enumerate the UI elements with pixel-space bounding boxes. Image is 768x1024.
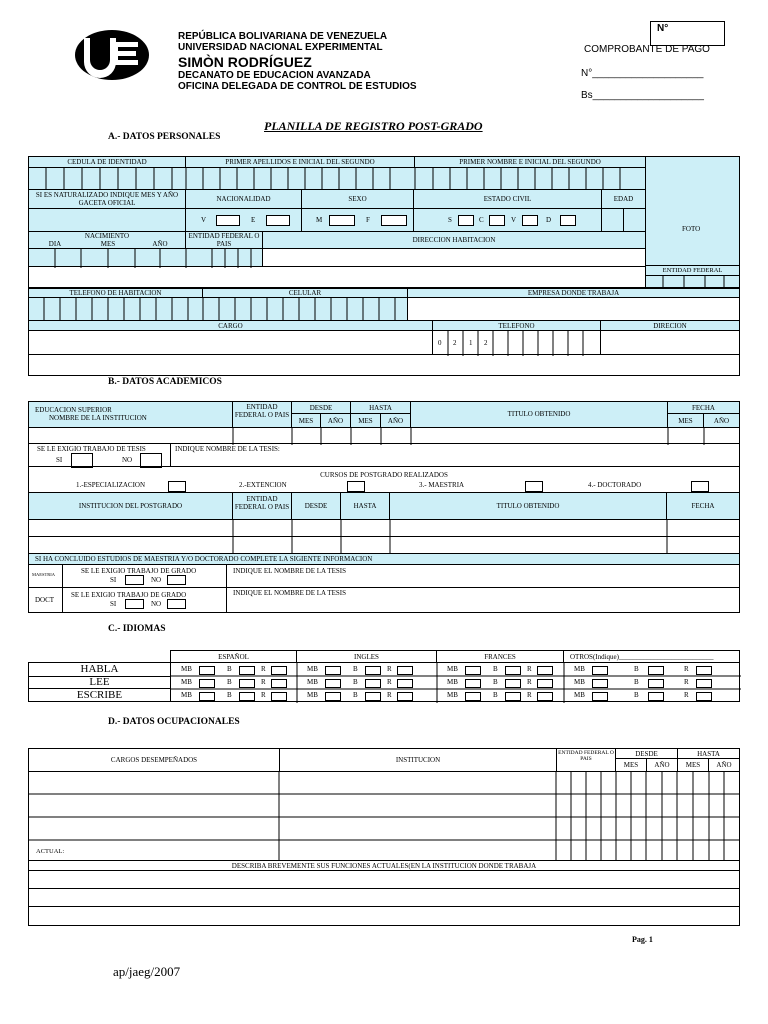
maestria-tesis-label: INDIQUE EL NOMBRE DE LA TESIS: [233, 567, 346, 575]
desde-header-b: DESDE: [291, 401, 351, 414]
empresa-header: EMPRESA DONDE TRABAJA: [407, 288, 740, 298]
desde-anio-d: AÑO: [646, 758, 678, 772]
cedula-nombre-input-row[interactable]: [28, 167, 646, 190]
lang-option-label: R: [261, 665, 266, 673]
lang-option-label: B: [227, 665, 232, 673]
maestria-grado-question: SE LE EXIGIO TRABAJO DE GRADO: [81, 567, 197, 575]
fecha-mes: MES: [667, 413, 704, 428]
escribe-label: ESCRIBE: [76, 689, 123, 701]
tel-digit-1: 0: [438, 339, 442, 347]
doctorado-row: [28, 587, 740, 613]
header-universidad: UNIVERSIDAD NACIONAL EXPERIMENTAL: [178, 42, 383, 53]
lang-level-checkbox[interactable]: [325, 679, 341, 688]
lang-level-checkbox[interactable]: [239, 692, 255, 701]
lang-level-checkbox[interactable]: [505, 666, 521, 675]
entidad-header-b: ENTIDAD FEDERAL O PAIS: [232, 401, 292, 428]
habla-label: HABLA: [29, 663, 170, 677]
tesis-nombre-label: INDIQUE NOMBRE DE LA TESIS:: [175, 445, 280, 453]
section-c-title: C.- IDIOMAS: [108, 624, 166, 634]
lang-option-label: MB: [181, 665, 192, 673]
lang-level-checkbox[interactable]: [365, 692, 381, 701]
lang-level-checkbox[interactable]: [592, 692, 608, 701]
naturalizado-header: SI ES NATURALIZADO INDIQUE MES Y AÑO GACETA OFICIAL: [28, 189, 186, 209]
civil-v-checkbox[interactable]: [522, 215, 538, 226]
concluido-header: SI HA CONCLUIDO ESTUDIOS DE MAESTRIA Y/O DOCTORADO COMPLETE LA SIGIENTE INFORMACION: [28, 553, 740, 565]
comprobante-label: COMPROBANTE DE PAGO: [584, 44, 710, 55]
lang-level-checkbox[interactable]: [199, 692, 215, 701]
direccion-input-2[interactable]: [28, 266, 646, 288]
nacimiento-header: [28, 231, 186, 249]
lang-option-label: R: [527, 678, 532, 686]
tel-digit-3: 1: [469, 339, 473, 347]
anio-label: AÑO: [152, 240, 168, 248]
civil-c-checkbox[interactable]: [489, 215, 505, 226]
lang-option-label: B: [493, 691, 498, 699]
birth-date-input[interactable]: [28, 248, 263, 267]
sexo-header: SEXO: [301, 189, 414, 209]
nationality-v-checkbox[interactable]: [216, 215, 240, 226]
receipt-number-box[interactable]: [650, 21, 725, 46]
nombre-inst-label: NOMBRE DE LA INSTITUCION: [49, 414, 147, 422]
nationality-e-label: E: [251, 216, 256, 224]
direccion-header: DIRECCION HABITACION: [262, 231, 646, 249]
curso-extencion-label: 2.-EXTENCION: [239, 481, 287, 489]
direcion-header: DIRECION: [600, 320, 740, 331]
lang-option-label: MB: [181, 678, 192, 686]
lang-option-label: MB: [307, 665, 318, 673]
hasta-anio-d: AÑO: [708, 758, 740, 772]
cargos-header: CARGOS DESEMPEÑADOS: [28, 748, 280, 772]
tesis-question: SE LE EXIGIO TRABAJO DE TESIS: [37, 445, 146, 453]
gaceta-input[interactable]: [28, 208, 186, 232]
sex-f-checkbox[interactable]: [381, 215, 407, 226]
titulo-header-b2: TITULO OBTENIDO: [389, 492, 667, 520]
curso-doctorado-checkbox[interactable]: [691, 481, 709, 492]
doct-si-label: SI: [110, 600, 117, 608]
form-title: PLANILLA DE REGISTRO POST-GRADO: [264, 119, 483, 133]
doct-no-checkbox[interactable]: [167, 599, 186, 609]
maestria-row: [28, 564, 740, 588]
inst-postgrado-header: INSTITUCION DEL POSTGRADO: [28, 492, 233, 520]
nacimiento-label: NACIMIENTO: [84, 232, 130, 240]
hasta-header-b: HASTA: [350, 401, 411, 414]
nacionalidad-options: [185, 208, 302, 232]
hasta-mes: MES: [350, 413, 381, 428]
sexo-options: [301, 208, 414, 232]
titulo-header-b: TITULO OBTENIDO: [410, 401, 668, 428]
telefono-hab-header: TELEFONO DE HABITACION: [28, 288, 203, 298]
funciones-line-3[interactable]: [28, 906, 740, 926]
cargo-input[interactable]: [28, 330, 433, 355]
desde-mes-d: MES: [615, 758, 647, 772]
tel-digit-4: 2: [484, 339, 488, 347]
lang-option-label: B: [227, 691, 232, 699]
civil-s-label: S: [448, 216, 452, 224]
curso-doctorado-label: 4.- DOCTORADO: [588, 481, 642, 489]
phone-cells: [29, 298, 409, 322]
maestria-si-label: SI: [110, 576, 117, 584]
lang-option-label: MB: [574, 678, 585, 686]
cursos-label: CURSOS DE POSTGRADO REALIZADOS: [320, 471, 448, 479]
curso-maestria-checkbox[interactable]: [525, 481, 543, 492]
nacionalidad-header: NACIONALIDAD: [185, 189, 302, 209]
lang-level-checkbox[interactable]: [271, 666, 287, 675]
hasta-mes-d: MES: [677, 758, 709, 772]
lang-option-label: B: [634, 691, 639, 699]
estado-civil-options: [413, 208, 602, 232]
lang-option-label: R: [387, 691, 392, 699]
lang-option-label: B: [493, 665, 498, 673]
lang-level-checkbox[interactable]: [239, 666, 255, 675]
lang-option-label: R: [684, 678, 689, 686]
direccion-input[interactable]: [262, 248, 646, 267]
ocupacional-grid-lines: [28, 771, 740, 860]
lang-level-checkbox[interactable]: [648, 692, 664, 701]
nationality-v-label: V: [201, 216, 207, 224]
cargo-header: CARGO: [28, 320, 433, 331]
lang-level-checkbox[interactable]: [465, 666, 481, 675]
cursos-row: [28, 466, 740, 493]
lang-option-label: MB: [574, 665, 585, 673]
funciones-line-2[interactable]: [28, 888, 740, 907]
lang-level-checkbox[interactable]: [505, 692, 521, 701]
lang-level-checkbox[interactable]: [592, 666, 608, 675]
civil-d-checkbox[interactable]: [560, 215, 576, 226]
lang-level-checkbox[interactable]: [648, 679, 664, 688]
lang-option-label: MB: [181, 691, 192, 699]
empresa-input[interactable]: [407, 297, 740, 321]
doct-label-cell: [29, 588, 63, 612]
edad-input[interactable]: [601, 208, 646, 232]
doct-si-checkbox[interactable]: [125, 599, 144, 609]
lang-level-checkbox[interactable]: [465, 692, 481, 701]
tesis-si-label: SI: [56, 456, 63, 464]
apellidos-header: PRIMER APELLIDOS E INICIAL DEL SEGUNDO: [185, 156, 415, 168]
edu-sup-input-row[interactable]: [28, 427, 740, 444]
entidad-federal-header: ENTIDAD FEDERAL: [645, 265, 740, 276]
tel-digit-2: 2: [453, 339, 457, 347]
civil-c-label: C: [479, 216, 484, 224]
section-d-title: D.- DATOS OCUPACIONALES: [108, 717, 240, 727]
curso-extencion-checkbox[interactable]: [347, 481, 365, 492]
maestria-no-checkbox[interactable]: [167, 575, 186, 585]
lang-option-label: B: [493, 678, 498, 686]
lang-option-label: B: [634, 665, 639, 673]
language-grid: [170, 662, 740, 702]
edad-header: EDAD: [601, 189, 646, 209]
lang-level-checkbox[interactable]: [365, 666, 381, 675]
tesis-row: [28, 443, 740, 467]
celular-header: CELULAR: [202, 288, 408, 298]
lang-espanol-header: ESPAÑOL: [170, 650, 297, 663]
lang-option-label: B: [353, 678, 358, 686]
curso-especializacion-label: 1.-ESPECIALIZACION: [76, 481, 146, 489]
curso-maestria-label: 3.- MAESTRIA: [419, 481, 465, 489]
photo-box: [645, 156, 740, 266]
desde-mes: MES: [291, 413, 321, 428]
document-code: ap/jaeg/2007: [113, 964, 181, 979]
lang-option-label: MB: [307, 691, 318, 699]
ocupacional-rows[interactable]: [28, 771, 740, 860]
lang-option-label: R: [684, 691, 689, 699]
funciones-line-1[interactable]: [28, 870, 740, 889]
desde-header-b2: DESDE: [291, 492, 341, 520]
lang-option-label: R: [261, 691, 266, 699]
lang-level-checkbox[interactable]: [271, 679, 287, 688]
university-logo: [74, 28, 150, 82]
telefono-trabajo-input[interactable]: [432, 330, 601, 355]
civil-d-label: D: [546, 216, 552, 224]
lang-level-checkbox[interactable]: [696, 666, 712, 675]
hasta-header-b2: HASTA: [340, 492, 390, 520]
section-a-title: A.- DATOS PERSONALES: [108, 132, 221, 142]
lang-level-checkbox[interactable]: [696, 679, 712, 688]
header-decanato: DECANATO DE EDUCACION AVANZADA: [178, 70, 371, 81]
postgrado-row-1[interactable]: [28, 519, 740, 537]
lang-level-checkbox[interactable]: [465, 679, 481, 688]
sex-m-label: M: [316, 216, 323, 224]
institucion-header: INSTITUCION: [279, 748, 557, 772]
maestria-si-checkbox[interactable]: [125, 575, 144, 585]
lang-level-checkbox[interactable]: [199, 666, 215, 675]
telefono-celular-input[interactable]: [28, 297, 408, 321]
lang-level-checkbox[interactable]: [537, 692, 553, 701]
doct-no-label: NO: [151, 600, 162, 608]
lang-level-checkbox[interactable]: [397, 666, 413, 675]
lang-option-label: MB: [447, 691, 458, 699]
header-republica: REPÚBLICA BOLIVARIANA DE VENEZUELA: [178, 31, 388, 42]
civil-s-checkbox[interactable]: [458, 215, 474, 226]
lang-level-checkbox[interactable]: [696, 692, 712, 701]
lang-frances-header: FRANCES: [436, 650, 564, 663]
work-phone-cells: [433, 331, 602, 356]
character-cells: [29, 168, 647, 191]
entidad-federal-input[interactable]: [645, 275, 740, 288]
lang-option-label: B: [353, 691, 358, 699]
lang-option-label: R: [684, 665, 689, 673]
lang-level-checkbox[interactable]: [537, 679, 553, 688]
dia-label: DIA: [48, 240, 62, 248]
civil-v-label: V: [511, 216, 517, 224]
lee-label: LEE: [29, 676, 170, 689]
curso-especializacion-checkbox[interactable]: [168, 481, 186, 492]
fecha-header-b: FECHA: [667, 401, 740, 414]
maestria-label-cell: [29, 565, 63, 587]
doct-label: DOCT: [35, 596, 55, 604]
receipt-number-label: N°: [657, 23, 669, 34]
lang-level-checkbox[interactable]: [325, 666, 341, 675]
lang-ingles-header: INGLES: [296, 650, 437, 663]
lang-level-checkbox[interactable]: [199, 679, 215, 688]
maestria-label: MAESTRIA: [32, 572, 56, 577]
cedula-header: CEDULA DE IDENTIDAD: [28, 156, 186, 168]
lang-option-label: R: [387, 678, 392, 686]
estado-civil-header: ESTADO CIVIL: [413, 189, 602, 209]
doct-grado-question: SE LE EXIGIO TRABAJO DE GRADO: [71, 591, 187, 599]
payment-number-line[interactable]: N°____________________: [581, 68, 704, 79]
header-simon-rodriguez: SIMÒN RODRÍGUEZ: [178, 54, 312, 70]
entidad-header-b2: ENTIDAD FEDERAL O PAIS: [232, 492, 292, 520]
lang-level-checkbox[interactable]: [239, 679, 255, 688]
lang-option-label: B: [634, 678, 639, 686]
desde-anio: AÑO: [320, 413, 351, 428]
lang-option-label: MB: [574, 691, 585, 699]
entidad-header-d: ENTIDAD FEDERAL O PAIS: [556, 748, 616, 772]
lang-otros-header: OTROS(Indique)___________________________: [563, 650, 740, 663]
lang-level-checkbox[interactable]: [397, 692, 413, 701]
sex-m-checkbox[interactable]: [329, 215, 355, 226]
edu-sup-label: EDUCACION SUPERIOR: [35, 406, 112, 414]
photo-label: FOTO: [682, 225, 701, 233]
direcion-input[interactable]: [600, 330, 740, 355]
mes-label: MES: [100, 240, 116, 248]
lang-row-labels: [28, 662, 171, 702]
lang-option-label: MB: [447, 678, 458, 686]
nationality-e-checkbox[interactable]: [266, 215, 290, 226]
lang-level-checkbox[interactable]: [397, 679, 413, 688]
lang-level-checkbox[interactable]: [325, 692, 341, 701]
lang-option-label: B: [227, 678, 232, 686]
header-oficina: OFICINA DELEGADA DE CONTROL DE ESTUDIOS: [178, 81, 417, 92]
lang-option-label: R: [387, 665, 392, 673]
payment-amount-line[interactable]: Bs____________________: [581, 90, 704, 101]
funciones-header: DESCRIBA BREVEMENTE SUS FUNCIONES ACTUALES(EN LA INSTITUCION DONDE TRABAJA: [28, 860, 740, 871]
postgrado-row-2[interactable]: [28, 536, 740, 554]
desde-header-d: DESDE: [615, 748, 678, 759]
hasta-header-d: HASTA: [677, 748, 740, 759]
lang-option-label: MB: [447, 665, 458, 673]
lang-level-checkbox[interactable]: [537, 666, 553, 675]
edu-sup-header: [28, 401, 233, 428]
lang-option-label: B: [353, 665, 358, 673]
sex-f-label: F: [366, 216, 370, 224]
entidad-pais-header: ENTIDAD FEDERAL O PAIS: [185, 231, 263, 249]
lang-option-label: MB: [307, 678, 318, 686]
lang-option-label: R: [527, 691, 532, 699]
section-b-title: B.- DATOS ACADEMICOS: [108, 377, 222, 387]
telefono-header: TELEFONO: [432, 320, 601, 331]
hasta-anio: AÑO: [380, 413, 411, 428]
lang-option-label: R: [261, 678, 266, 686]
fecha-header-b2: FECHA: [666, 492, 740, 520]
lang-option-label: R: [527, 665, 532, 673]
fecha-anio: AÑO: [703, 413, 740, 428]
doct-tesis-label: INDIQUE EL NOMBRE DE LA TESIS: [233, 589, 346, 597]
page-number: Pag. 1: [632, 935, 653, 944]
lang-level-checkbox[interactable]: [271, 692, 287, 701]
actual-label: ACTUAL:: [36, 848, 65, 855]
maestria-no-label: NO: [151, 576, 162, 584]
tesis-no-label: NO: [122, 456, 133, 464]
nombre-header: PRIMER NOMBRE E INICIAL DEL SEGUNDO: [414, 156, 646, 168]
lang-level-checkbox[interactable]: [505, 679, 521, 688]
lang-level-checkbox[interactable]: [648, 666, 664, 675]
lang-level-checkbox[interactable]: [365, 679, 381, 688]
lang-level-checkbox[interactable]: [592, 679, 608, 688]
